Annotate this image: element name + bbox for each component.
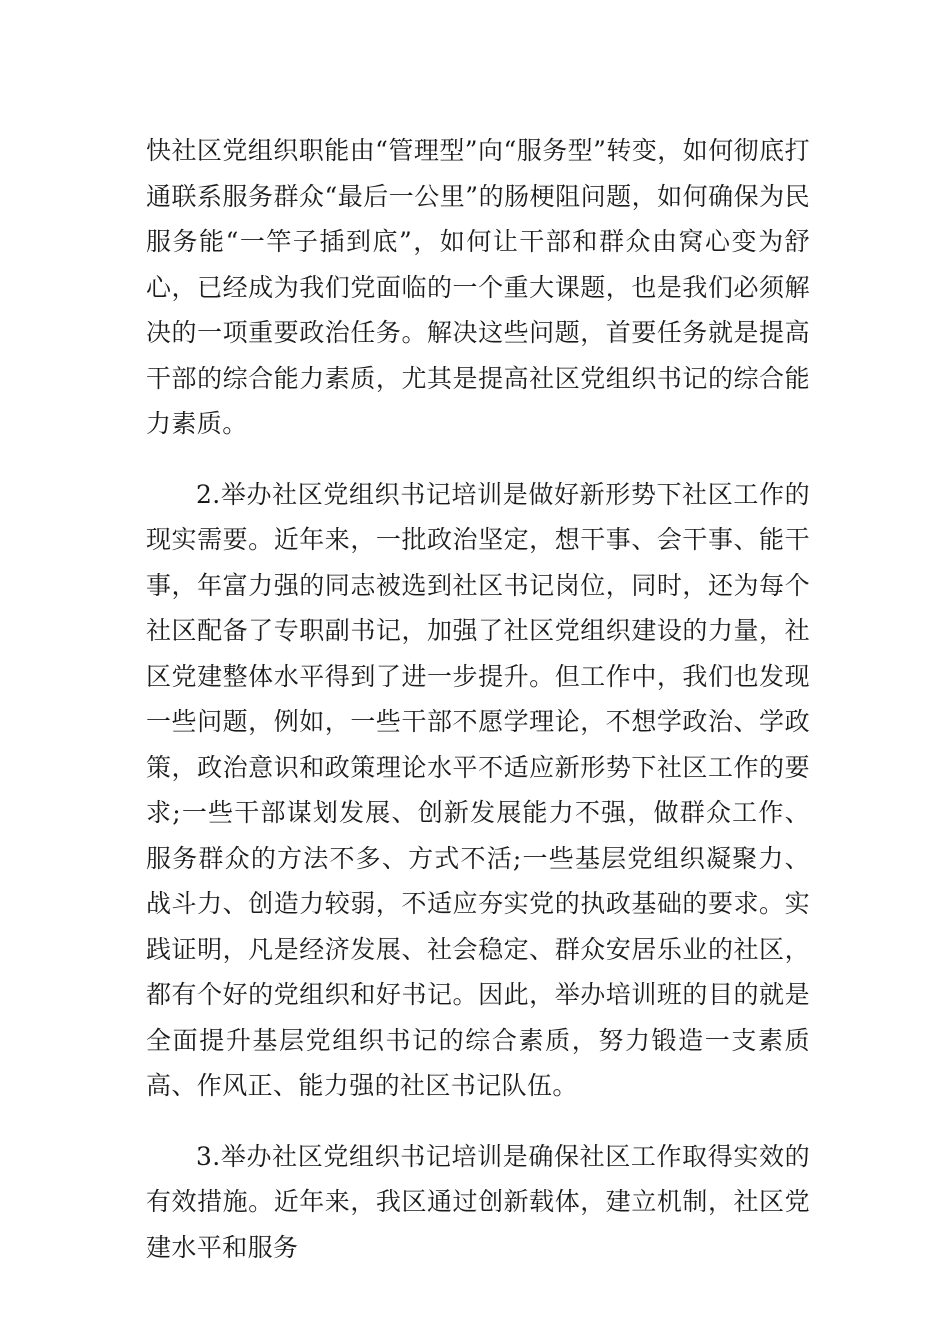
- paragraph-2: 2.举办社区党组织书记培训是做好新形势下社区工作的现实需要。近年来，一批政治坚定，想干事、会干事、能干事，年富力强的同志被选到社区书记岗位，同时，还为每个社区配备了专职副书记，加强了社区党组织建设的力量，社区党建整体水平得到了进一步提升。但工作中，我们也发现一些问题，例如，一些干部不愿学理论，不想学政治、学政策，政治意识和政策理论水平不适应新形势下社区工作的要求;一些干部谋划发展、创新发展能力不强，做群众工作、服务群众的方法不多、方式不活;一些基层党组织凝聚力、战斗力、创造力较弱，不适应夯实党的执政基础的要求。实践证明，凡是经济发展、社会稳定、群众安居乐业的社区，都有个好的党组织和好书记。因此，举办培训班的目的就是全面提升基层党组织书记的综合素质，努力锻造一支素质高、作风正、能力强的社区书记队伍。: [146, 479, 810, 1100]
- document-page: [146, 128, 810, 1270]
- paragraph-3: 3.举办社区党组织书记培训是确保社区工作取得实效的有效措施。近年来，我区通过创新载体，建立机制，社区党建水平和服务: [146, 1141, 810, 1262]
- paragraph-1: 快社区党组织职能由“管理型”向“服务型”转变，如何彻底打通联系服务群众“最后一公里”的肠梗阻问题，如何确保为民服务能“一竿子插到底”，如何让干部和群众由窝心变为舒心，已经成为我们党面临的一个重大课题，也是我们必须解决的一项重要政治任务。解决这些问题，首要任务就是提高干部的综合能力素质，尤其是提高社区党组织书记的综合能力素质。: [146, 136, 810, 438]
